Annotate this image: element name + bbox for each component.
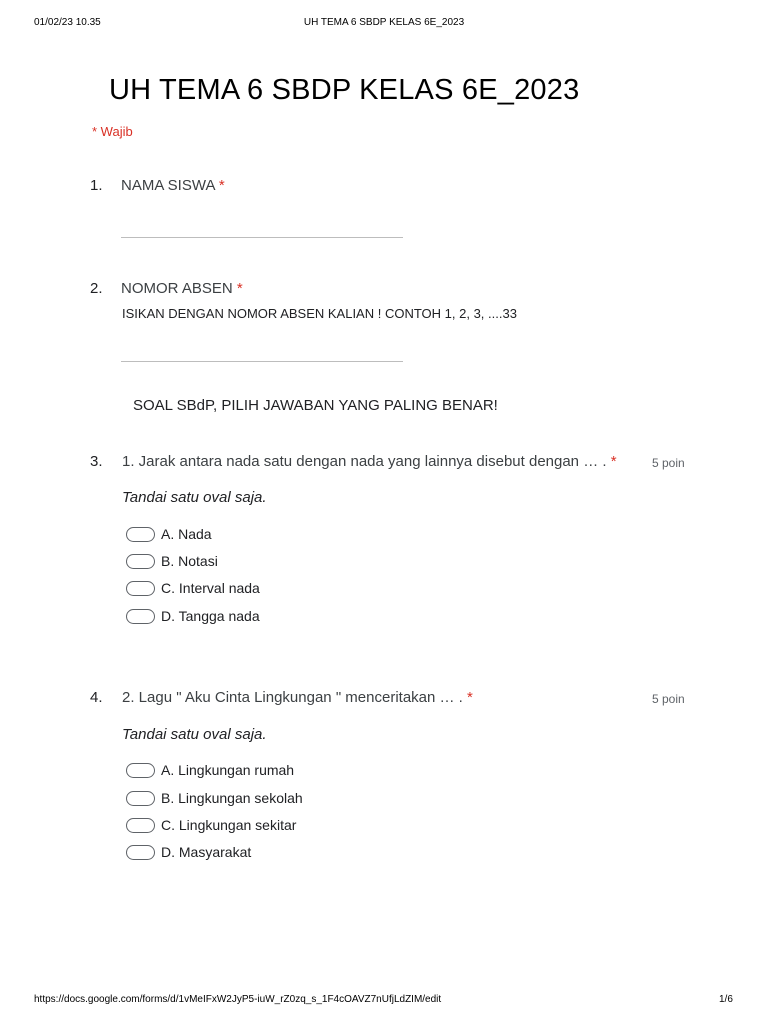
- option-label: B. Lingkungan sekolah: [161, 790, 303, 806]
- radio-oval[interactable]: [126, 845, 155, 860]
- radio-option[interactable]: [126, 579, 260, 597]
- required-star: *: [610, 453, 617, 470]
- radio-oval[interactable]: [126, 527, 155, 542]
- question-title: [122, 453, 617, 470]
- question-hint: Tandai satu oval saja.: [122, 726, 267, 743]
- option-label: C. Interval nada: [161, 580, 260, 596]
- form-title: UH TEMA 6 SBDP KELAS 6E_2023: [109, 74, 580, 106]
- option-label: A. Lingkungan rumah: [161, 762, 295, 778]
- radio-option[interactable]: [126, 552, 218, 570]
- question-text: 2. Lagu " Aku Cinta Lingkungan " menceritakan … .: [122, 689, 463, 706]
- section-title: SOAL SBdP, PILIH JAWABAN YANG PALING BENAR!: [133, 397, 498, 414]
- radio-option[interactable]: [126, 843, 251, 861]
- print-doc-title: UH TEMA 6 SBDP KELAS 6E_2023: [303, 17, 465, 28]
- question-number: 3.: [90, 453, 103, 470]
- radio-oval[interactable]: [126, 791, 155, 806]
- print-page-number: 1/6: [719, 994, 733, 1005]
- radio-option[interactable]: [126, 789, 303, 807]
- option-label: B. Notasi: [161, 553, 218, 569]
- radio-oval[interactable]: [126, 763, 155, 778]
- question-points: 5 poin: [652, 456, 685, 470]
- required-star: *: [467, 689, 473, 706]
- question-title: [121, 280, 243, 297]
- question-number: 4.: [90, 689, 103, 706]
- radio-option[interactable]: [126, 816, 296, 834]
- question-text: NAMA SISWA: [121, 177, 215, 194]
- radio-oval[interactable]: [126, 818, 155, 833]
- radio-oval[interactable]: [126, 609, 155, 624]
- question-text: NOMOR ABSEN: [121, 280, 233, 297]
- question-number: 2.: [90, 280, 103, 297]
- radio-oval[interactable]: [126, 581, 155, 596]
- radio-option[interactable]: [126, 761, 294, 779]
- option-label: D. Tangga nada: [161, 608, 260, 624]
- question-points: 5 poin: [652, 692, 685, 706]
- question-hint: Tandai satu oval saja.: [122, 489, 267, 506]
- question-title: [122, 689, 473, 706]
- radio-oval[interactable]: [126, 554, 155, 569]
- question-text: 1. Jarak antara nada satu dengan nada yang lainnya disebut dengan … .: [122, 453, 607, 470]
- name-answer-field[interactable]: [121, 237, 403, 238]
- option-label: C. Lingkungan sekitar: [161, 817, 297, 833]
- option-label: A. Nada: [161, 526, 212, 542]
- required-star: *: [218, 177, 225, 194]
- required-star: *: [236, 280, 243, 297]
- question-number: 1.: [90, 177, 103, 194]
- print-datetime: 01/02/23 10.35: [34, 17, 101, 28]
- print-url: https://docs.google.com/forms/d/1vMeIFxW2JyP5-iuW_rZ0zq_s_1F4cOAVZ7nUfjLdZIM/edit: [34, 994, 442, 1005]
- required-note: * Wajib: [92, 124, 133, 139]
- radio-option[interactable]: [126, 607, 260, 625]
- absen-answer-field[interactable]: [121, 361, 403, 362]
- radio-option[interactable]: [126, 525, 212, 543]
- option-label: D. Masyarakat: [161, 844, 252, 860]
- question-description: ISIKAN DENGAN NOMOR ABSEN KALIAN ! CONTOH 1, 2, 3, ....33: [122, 306, 517, 321]
- question-title: [121, 177, 225, 194]
